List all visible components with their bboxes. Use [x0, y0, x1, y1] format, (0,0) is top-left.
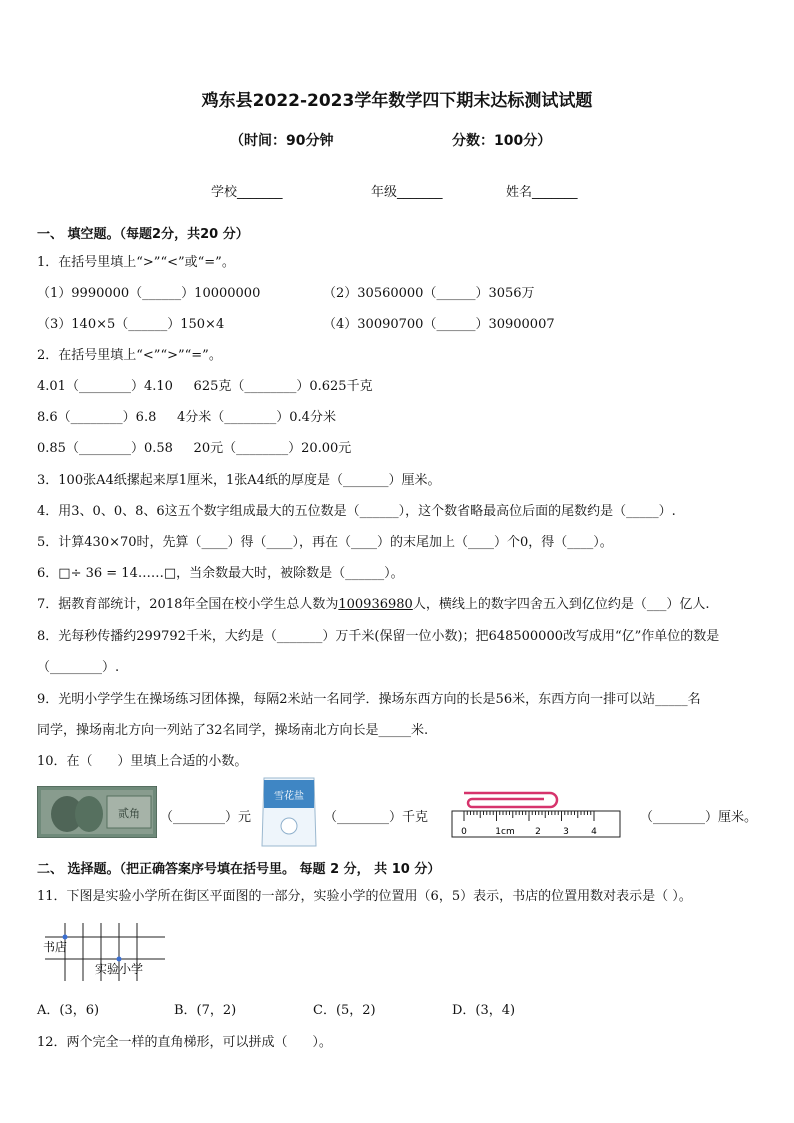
q1-b: （2）30560000（______）3056万 — [323, 286, 535, 301]
subtitle — [230, 130, 590, 150]
salt-bag-image — [258, 774, 320, 850]
q3: 3．100张A4纸摞起来厚1厘米，1张A4纸的厚度是（_______）厘米。 — [37, 473, 441, 488]
section-1-heading: 一、 填空题。（每题2分，共20 分） — [37, 227, 249, 242]
bookstore-marker — [63, 935, 68, 940]
q6-expression: ÷ 36 = 14…… — [70, 566, 164, 581]
q10-stem: 10．在（ ）里填上合适的小数。 — [37, 754, 248, 769]
q11-option-b[interactable]: B．(7，2) — [174, 1003, 237, 1018]
q8-line-2: （________）. — [37, 660, 120, 675]
map-label-school: 实验小学 — [95, 962, 144, 976]
ruler-label-3: 3 — [563, 827, 569, 837]
paperclip-icon — [464, 793, 557, 807]
ruler-label-2: 2 — [535, 827, 541, 837]
salt-bag-text: 雪花盐 — [274, 791, 304, 802]
q2-stem: 2．在括号里填上“<”“>”“=”。 — [37, 348, 222, 363]
q10-blank-2: （________）千克 — [324, 810, 429, 825]
q12: 12．两个完全一样的直角梯形，可以拼成（ ）。 — [37, 1035, 332, 1050]
paperclip-ruler-image — [450, 787, 630, 839]
section-2-heading: 二、 选择题。（把正确答案序号填在括号里。 每题 2 分， 共 10 分） — [37, 862, 441, 877]
school-marker — [117, 957, 122, 962]
q11-stem: 11．下图是实验小学所在街区平面图的一部分，实验小学的位置用（6，5）表示，书店的位置用数对表示是（ ）。 — [37, 889, 692, 904]
q11-option-d[interactable]: D．(3，4) — [452, 1003, 516, 1018]
q6-number: 6． — [37, 566, 59, 581]
ruler-label-1: 1cm — [495, 827, 515, 837]
q9-line-1: 9．光明小学学生在操场练习团体操，每隔2米站一名同学．操场东西方向的长是56米，东西方向一排可以站_____名 — [37, 692, 701, 707]
q1-a: （1）9990000（______）10000000 — [37, 286, 261, 301]
banknote-text: 贰角 — [118, 807, 140, 820]
q9-line-2: 同学，操场南北方向一列站了32名同学，操场南北方向长是_____米. — [37, 723, 429, 738]
q10-blank-1: （________）元 — [160, 810, 252, 825]
q8-line-1: 8．光每秒传播约299792千米，大约是（_______）万千米(保留一位小数)；把648500000改写成用“亿”作单位的数是 — [37, 629, 720, 644]
q1-d: （4）30090700（______）30900007 — [323, 317, 555, 332]
q7 — [37, 593, 709, 612]
ruler-label-4: 4 — [591, 827, 597, 837]
q1-stem: 1．在括号里填上“>”“<”或“=”。 — [37, 255, 235, 270]
q1-c: （3）140×5（______）150×4 — [37, 317, 225, 332]
school-field: 学校_______ — [211, 185, 283, 200]
two-jiao-banknote-image — [37, 786, 157, 838]
q7-after: 人，横线上的数字四舍五入到亿位约是（___）亿人. — [412, 597, 710, 612]
q6-rest: ，当余数最大时，被除数是（______）。 — [176, 566, 404, 581]
q6 — [37, 562, 404, 581]
q7-underlined-number: 100936980 — [338, 597, 413, 612]
ruler-label-0: 0 — [461, 827, 467, 837]
score-label: 分数：100分） — [452, 133, 552, 149]
q2-row-3: 0.85（________）0.58 20元（________）20.00元 — [37, 441, 352, 456]
q6-remainder-box: □ — [163, 566, 177, 581]
page-title: 鸡东县2022-2023学年数学四下期末达标测试试题 — [201, 91, 593, 111]
q2-row-1: 4.01（________）4.10 625克（________）0.625千克 — [37, 379, 373, 394]
street-grid-map — [37, 915, 167, 985]
q10-blank-3: （________）厘米。 — [640, 810, 758, 825]
grade-field: 年级_______ — [371, 185, 443, 200]
name-field: 姓名_______ — [506, 185, 578, 200]
q5: 5．计算430×70时，先算（____）得（____），再在（____）的末尾加上（____）个0，得（____）。 — [37, 535, 613, 550]
q11-option-a[interactable]: A．(3，6) — [37, 1003, 100, 1018]
q4: 4．用3、0、0、8、6这五个数字组成最大的五位数是（______），这个数省略最高位后面的尾数约是（_____）. — [37, 504, 676, 519]
q11-option-c[interactable]: C．(5，2) — [313, 1003, 376, 1018]
time-label: （时间：90分钟 — [230, 133, 334, 149]
q7-before: 7．据教育部统计，2018年全国在校小学生总人数为 — [37, 597, 339, 612]
q6-dividend-box: □ — [58, 566, 71, 581]
q2-row-2: 8.6（________）6.8 4分米（________）0.4分米 — [37, 410, 336, 425]
map-label-bookstore: 书店 — [43, 940, 68, 954]
